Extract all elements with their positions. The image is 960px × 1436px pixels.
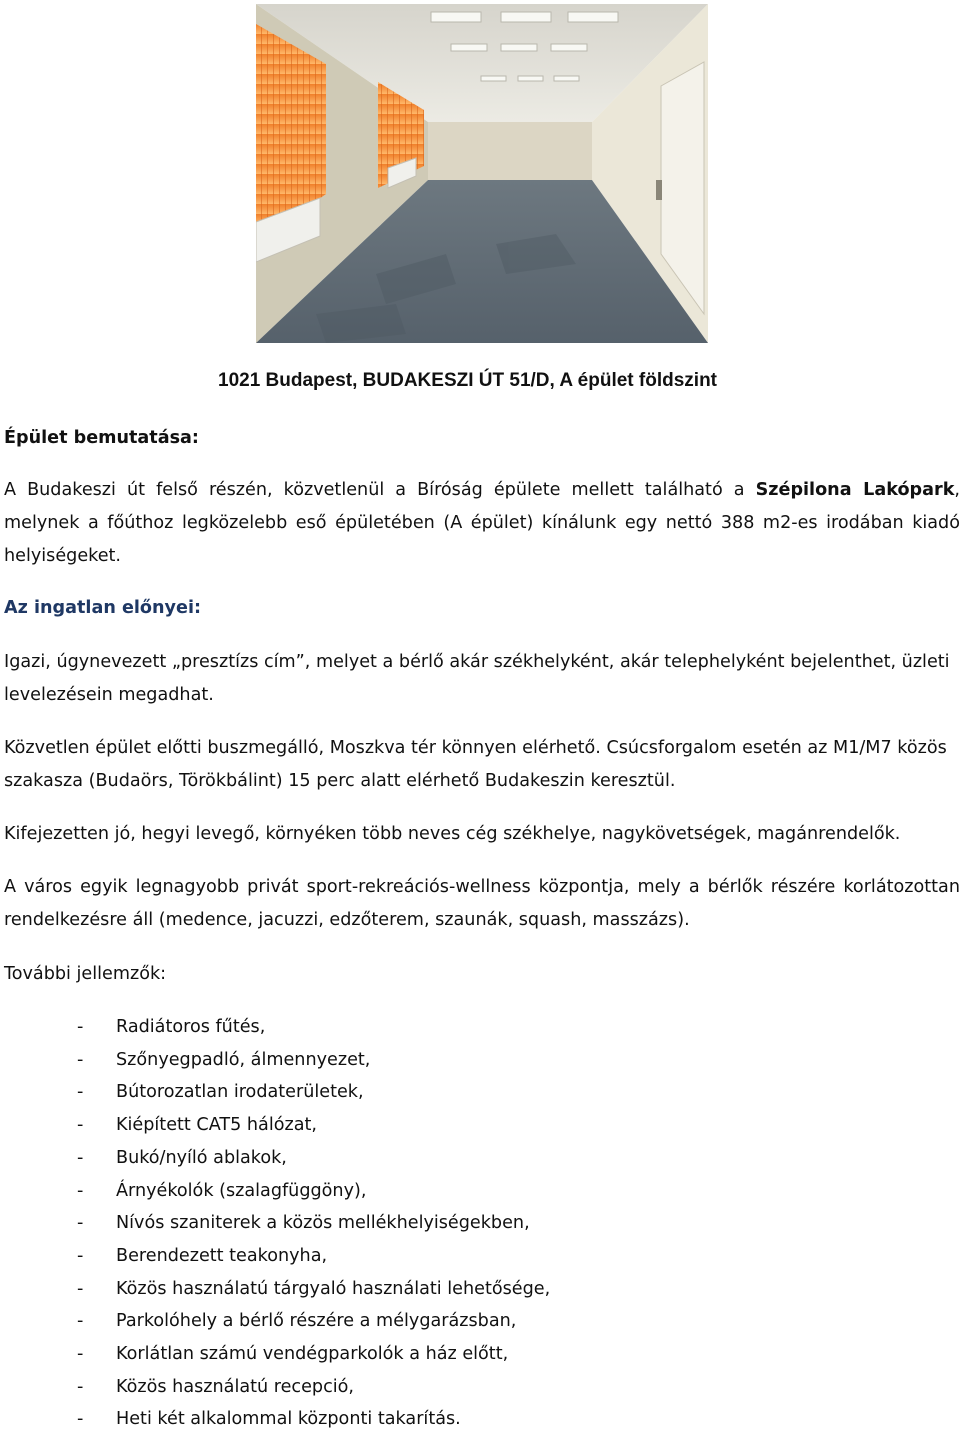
- lakopark-name: Szépilona Lakópark: [755, 480, 955, 500]
- list-item: [0, 1011, 550, 1044]
- feature-text: Közös használatú tárgyaló használati lehetősége,: [116, 1278, 551, 1299]
- advantage-paragraph: Igazi, úgynevezett „presztízs cím”, melyet a bérlő akár székhelyként, akár telephelyként bejelenthet, üzleti levelezésein megadhat.: [4, 652, 950, 705]
- intro-text-start: A Budakeszi út felső részén, közvetlenül a Bíróság épülete mellett található a: [4, 480, 756, 500]
- bullet-dash: -: [77, 1376, 84, 1397]
- bullet-dash: -: [77, 1213, 84, 1234]
- advantage-paragraph: Közvetlen épület előtti buszmegálló, Moszkva tér könnyen elérhető. Csúcsforgalom esetén az M1/M7 közös szakasza (Budaörs, Törökbálint) 15 perc alatt elérhető Budakeszin keresztül.: [4, 738, 947, 791]
- feature-text: Szőnyegpadló, álmennyezet,: [116, 1049, 371, 1070]
- feature-text: Korlátlan számú vendégparkolók a ház előtt,: [116, 1344, 509, 1365]
- property-address: 1021 Budapest, BUDAKESZI ÚT 51/D, A épület földszint: [218, 370, 718, 391]
- feature-text: Nívós szaniterek a közös mellékhelyiségekben,: [116, 1213, 530, 1234]
- bullet-dash: -: [77, 1245, 84, 1266]
- feature-text: Parkolóhely a bérlő részére a mélygarázsban,: [116, 1311, 517, 1332]
- intro-heading: Épület bemutatása:: [4, 428, 199, 448]
- bullet-dash: -: [77, 1344, 84, 1365]
- advantage-paragraph: Kifejezetten jó, hegyi levegő, környéken több neves cég székhelye, nagykövetségek, magánrendelők.: [4, 824, 901, 844]
- list-item: [0, 1109, 550, 1142]
- list-item: [0, 1044, 550, 1077]
- feature-text: Bukó/nyíló ablakok,: [116, 1147, 287, 1168]
- feature-text: Berendezett teakonyha,: [116, 1245, 328, 1266]
- list-item: [0, 1076, 550, 1109]
- bullet-dash: -: [77, 1180, 84, 1201]
- feature-text: Árnyékolók (szalagfüggöny),: [116, 1180, 367, 1201]
- bullet-dash: -: [77, 1082, 84, 1103]
- feature-text: Radiátoros fűtés,: [116, 1017, 266, 1037]
- advantages-heading: Az ingatlan előnyei:: [4, 598, 202, 618]
- bullet-dash: -: [77, 1311, 84, 1332]
- features-list: [0, 1011, 550, 1436]
- list-item: [0, 1371, 550, 1404]
- feature-text: Kiépített CAT5 hálózat,: [116, 1115, 317, 1136]
- feature-text: Bútorozatlan irodaterületek,: [116, 1082, 364, 1103]
- list-item: [0, 1142, 550, 1175]
- list-item: [0, 1338, 550, 1371]
- intro-paragraph: [4, 474, 960, 573]
- list-item: [0, 1305, 550, 1338]
- advantage-paragraph: A város egyik legnagyobb privát sport-rekreációs-wellness központja, mely a bérlők részére korlátozottan rendelkezésre áll (medence, jacuzzi, edzőterem, szaunák, squash, masszázs).: [4, 877, 960, 930]
- feature-text: Heti két alkalommal központi takarítás.: [116, 1409, 461, 1430]
- list-item: [0, 1273, 550, 1306]
- bullet-dash: -: [77, 1049, 84, 1070]
- bullet-dash: -: [77, 1017, 84, 1037]
- bullet-dash: -: [77, 1115, 84, 1136]
- list-item: [0, 1240, 550, 1273]
- office-room-photo: [256, 4, 708, 343]
- intro-text-end: , melynek a főúthoz legközelebb eső épületében (A épület) kínálunk egy nettó 388 m2-es irodában kiadó helyiségeket.: [4, 480, 960, 566]
- feature-text: Közös használatú recepció,: [116, 1376, 355, 1397]
- bullet-dash: -: [77, 1147, 84, 1168]
- list-item: [0, 1207, 550, 1240]
- features-heading: További jellemzők:: [4, 964, 167, 984]
- list-item: [0, 1175, 550, 1208]
- bullet-dash: -: [77, 1409, 84, 1430]
- bullet-dash: -: [77, 1278, 84, 1299]
- list-item: [0, 1403, 550, 1436]
